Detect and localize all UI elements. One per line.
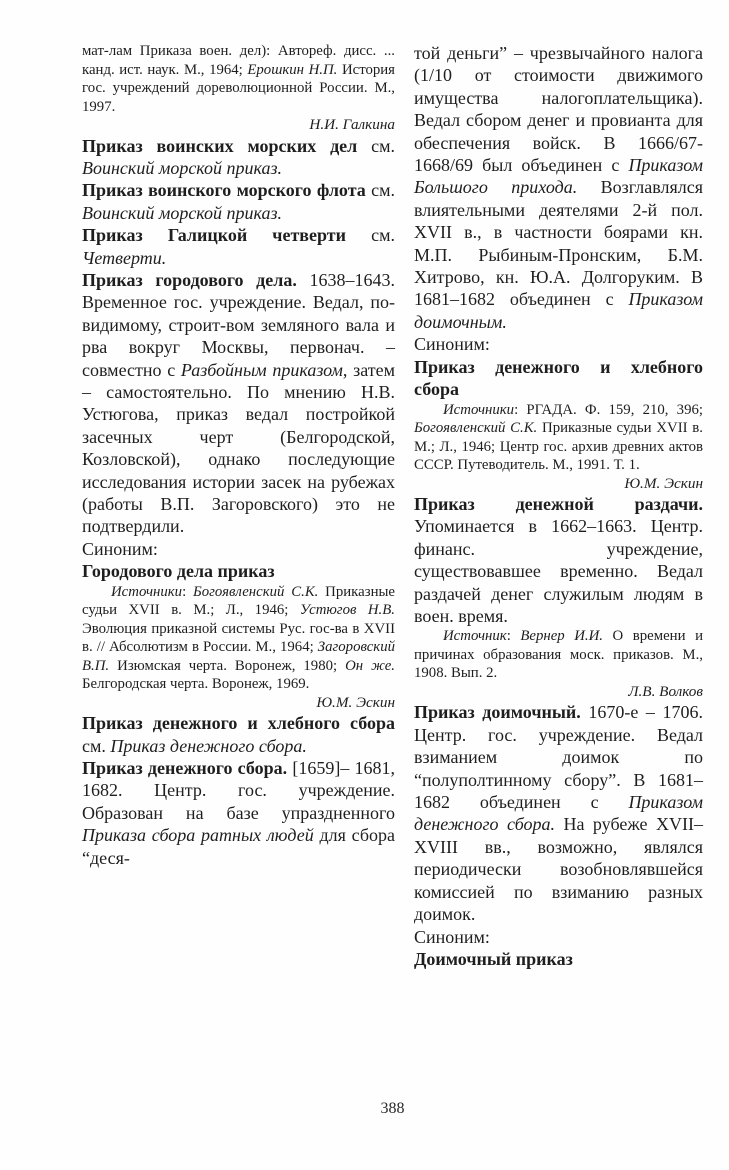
text-run: Воинский морской приказ. <box>82 157 283 178</box>
author-signature <box>414 683 703 702</box>
text-run: Приказные судьи XVII в. М.; Л., 1946; <box>82 583 395 619</box>
text-run: Богоявленский С.К. <box>414 420 538 436</box>
text-run: Приказ воинских морских дел <box>82 135 358 156</box>
text-run: Источник <box>443 628 507 645</box>
text-run: Возглавлялся влиятельными деятелями 2-й пол. XVII в., в частности боярами кн. М.П. Рыбиным-Пронским, Б.М. Хитрово, кн. Ю.А. Долгоруким. В 1681–1682 объединен с <box>414 177 703 310</box>
text-run: Упоминается в 1662–1663. Центр. финанс. учреждение, существовавшее временно. Ведал раздачей денег служилым людям в воен. время. <box>414 516 703 627</box>
text-run: Приказ воинского морского флота <box>82 180 366 201</box>
text-run: 1638–1643. Временное гос. учреждение. Ведал, по-видимому, строит-вом земляного вала и рва вокруг Москвы, первонач. – совместно с <box>82 269 396 380</box>
sources-continuation-paragraph <box>82 42 395 116</box>
page-number: 388 <box>380 1100 405 1117</box>
text-run: Приказные судьи XVII в. М.; Л., 1946; Центр гос. архив древних актов СССР. Путеводитель. М., 1991. Т. 1. <box>414 420 703 473</box>
sources-paragraph <box>414 401 703 475</box>
author-signature <box>414 475 703 494</box>
sources-paragraph <box>82 583 395 694</box>
text-run: Загоровский В.П. <box>82 639 395 674</box>
text-run: : <box>506 628 521 645</box>
sources-paragraph <box>414 627 703 683</box>
text-run: Источники <box>111 583 183 600</box>
text-run: см. <box>346 225 395 246</box>
text-run: Четверти. <box>82 247 167 268</box>
text-run: для сбора “деся- <box>82 825 396 868</box>
text-run: Источники <box>443 401 515 418</box>
text-run: Городового дела приказ <box>82 561 275 582</box>
entry-paragraph <box>82 224 395 269</box>
text-run: , затем – самостоятельно. По мнению Н.В. Устюгова, приказ ведал постройкой засечных черт (Белгородской, Козловской), однако последующие исследования истории засек на рубежах (работы В.П. Загоровского) это не подтвердили. <box>82 359 395 537</box>
text-run: Эволюция приказной системы Рус. гос-ва в XVII в. // Абсолютизм в России. М., 1964; <box>82 620 395 656</box>
text-run: Он же. <box>345 657 395 674</box>
text-run: Приказ городового дела. <box>82 269 297 290</box>
text-run: Приказом денежного сбора. <box>414 792 703 835</box>
text-run: Воинский морской приказ. <box>82 202 283 223</box>
synonym-value <box>414 948 703 970</box>
text-run: Устюгов Н.В. <box>299 602 395 619</box>
entry-paragraph <box>414 493 703 627</box>
text-run: Вернер И.И. <box>520 628 603 645</box>
text-run: Приказ денежного и хлебного сбора <box>414 356 703 400</box>
text-run: Ерошкин Н.П. <box>247 61 338 78</box>
text-run: : РГАДА. Ф. 159, 210, 396; <box>514 401 703 418</box>
text-run: Приказ денежной раздачи. <box>414 494 703 514</box>
text-run: Н.И. Галкина <box>309 116 395 133</box>
entry-paragraph <box>82 712 395 757</box>
text-run: Приказ Галицкой четверти <box>82 225 346 246</box>
text-run: Приказ доимочный. <box>414 702 581 723</box>
text-run: Приказом доимочным. <box>414 289 703 332</box>
text-run: Разбойным приказом <box>180 359 343 380</box>
text-run: см. <box>357 135 395 156</box>
text-run: История гос. учреждений дореволюционной России. М., 1997. <box>82 61 395 115</box>
text-run: 1670-е – 1706. Центр. гос. учреждение. Ведал взиманием доимок по “полуполтинному сбору”. В 1681–1682 объединен с <box>414 702 703 813</box>
author-signature <box>82 116 395 135</box>
entry-paragraph <box>414 701 703 925</box>
text-run: Ю.М. Эскин <box>316 693 395 711</box>
entry-paragraph <box>82 179 395 224</box>
text-run: На рубеже XVII–XVIII вв., возможно, являлся периодически возобновлявшейся комиссией по взиманию разных доимок. <box>414 814 703 925</box>
column-right <box>414 42 703 970</box>
entry-paragraph <box>82 269 395 538</box>
text-run: Синоним: <box>82 538 158 559</box>
text-run: Приказ денежного сбора. <box>82 757 288 778</box>
synonym-value <box>82 560 395 582</box>
text-run: Белгородская черта. Воронеж, 1969. <box>82 676 310 693</box>
text-run: Приказ денежного и хлебного сбора <box>82 713 395 734</box>
text-run: Ю.М. Эскин <box>624 474 703 492</box>
text-run: Синоним: <box>414 334 490 355</box>
text-run: [1659]– 1681, 1682. Центр. гос. учреждение. Образован на базе упраздненного <box>82 757 395 823</box>
column-left <box>82 42 395 869</box>
text-run: см. <box>365 180 395 201</box>
text-run: мат-лам Приказа воен. дел): Автореф. дисс. ... канд. ист. наук. М., 1964; <box>82 43 395 78</box>
text-run: Доимочный приказ <box>414 948 573 969</box>
text-run: см. <box>82 735 111 756</box>
author-signature <box>82 694 395 713</box>
synonym-value <box>414 356 703 401</box>
text-run: той деньги” – чрезвычайного налога (1/10 от стоимости движимого имущества налогоплательщика). Ведал сбором денег и провианта для обеспечения войск. В 1666/67-1668/69 был объединен с <box>414 43 703 176</box>
synonym-label <box>82 538 395 560</box>
text-run: Изюмская черта. Воронеж, 1980; <box>109 657 346 674</box>
text-run: Л.В. Волков <box>628 682 703 700</box>
entry-paragraph <box>82 135 395 180</box>
synonym-label <box>414 333 703 355</box>
text-run: Приказом Большого прихода. <box>414 155 703 198</box>
synonym-label <box>414 926 703 948</box>
entry-paragraph <box>82 757 395 869</box>
entry-continuation-paragraph <box>414 42 703 333</box>
text-run: Приказа сбора ратных людей <box>82 825 314 846</box>
text-run: Синоним: <box>414 926 490 947</box>
text-run: О времени и причинах образования моск. приказов. М., 1908. Вып. 2. <box>414 628 703 682</box>
text-run: Богоявленский С.К. <box>193 583 319 600</box>
text-run: : <box>182 583 194 600</box>
text-run: Приказ денежного сбора. <box>110 735 307 756</box>
